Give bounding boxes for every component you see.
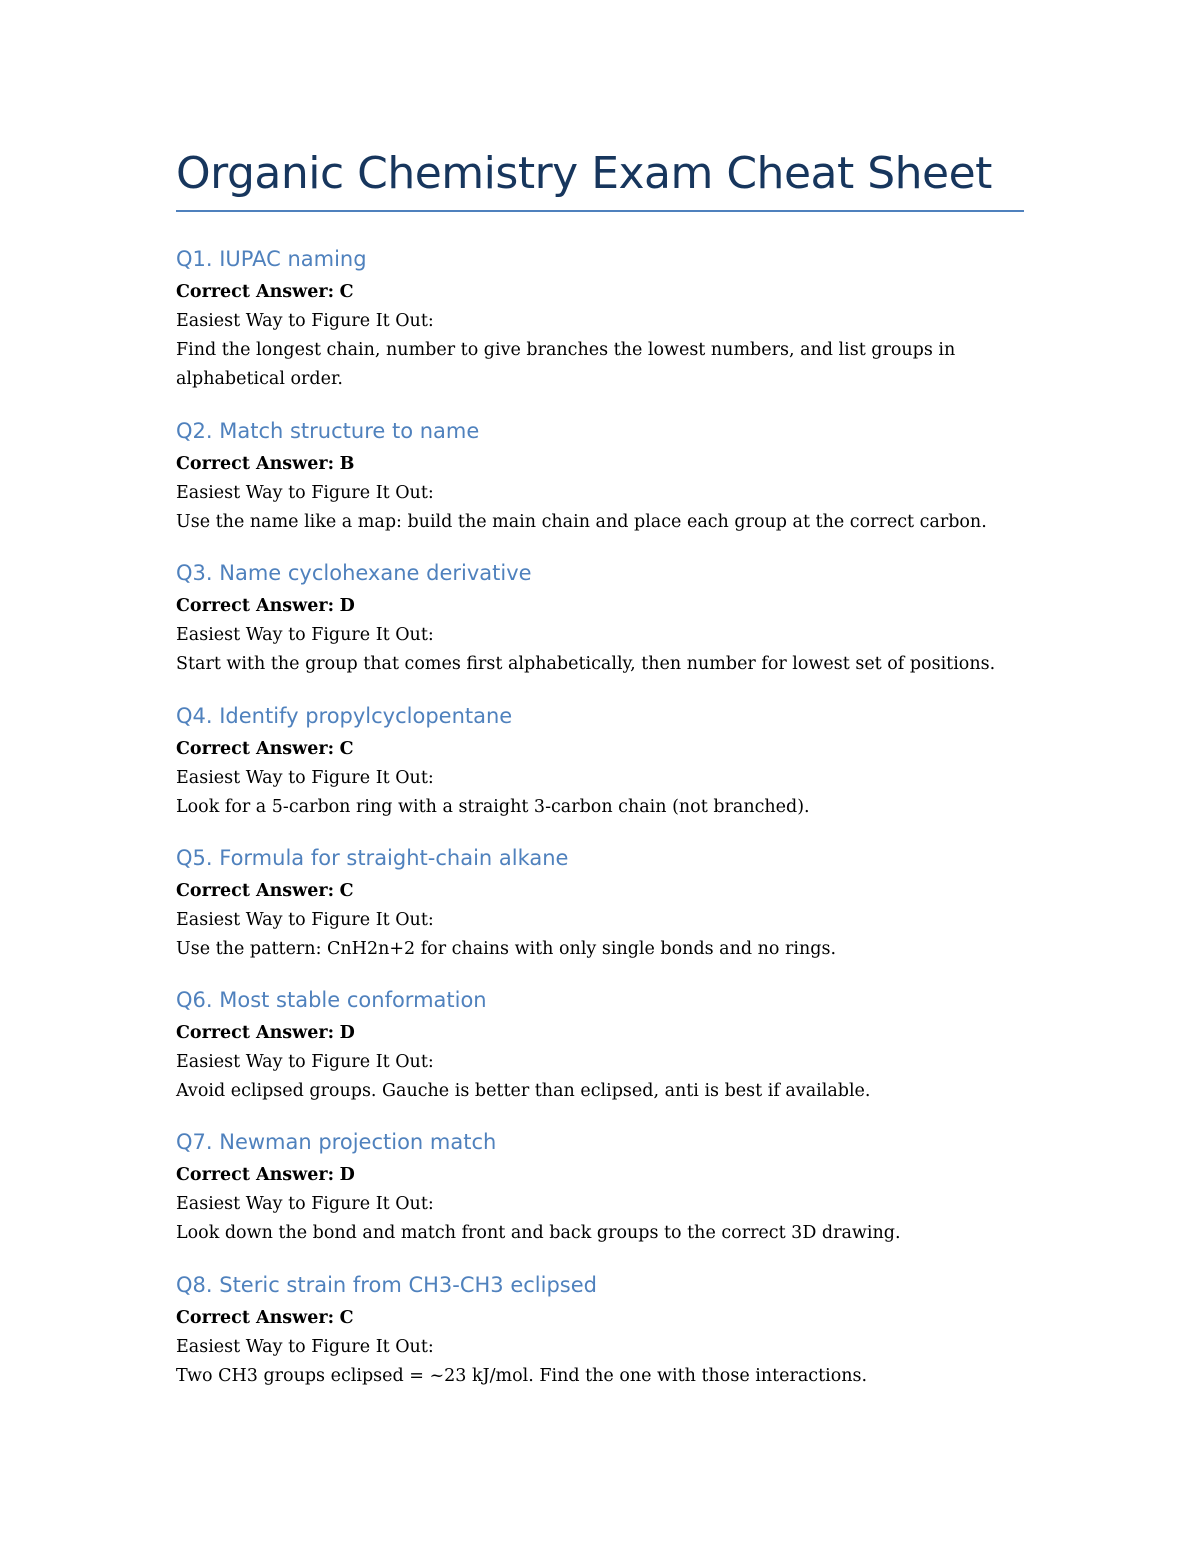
method-label: Easiest Way to Figure It Out: — [176, 483, 434, 503]
question-heading: Q2. Match structure to name — [176, 419, 480, 443]
correct-answer-line — [176, 450, 1036, 479]
method-tip: Use the name like a map: build the main chain and place each group at the correct carbon. — [176, 512, 987, 532]
correct-answer-line — [176, 877, 1036, 906]
correct-answer-value: D — [339, 1165, 355, 1185]
correct-answer-value: D — [339, 1023, 355, 1043]
correct-answer-line — [176, 1304, 1036, 1333]
question-section-4 — [176, 701, 1036, 822]
correct-answer-label: Correct Answer: — [176, 739, 335, 759]
correct-answer-label: Correct Answer: — [176, 596, 335, 616]
correct-answer-value: C — [339, 1308, 354, 1328]
correct-answer-label: Correct Answer: — [176, 1308, 335, 1328]
method-tip: Look down the bond and match front and back groups to the correct 3D drawing. — [176, 1223, 901, 1243]
method-label: Easiest Way to Figure It Out: — [176, 768, 434, 788]
correct-answer-label: Correct Answer: — [176, 282, 335, 302]
question-section-7 — [176, 1127, 1036, 1248]
method-label: Easiest Way to Figure It Out: — [176, 1194, 434, 1214]
method-label: Easiest Way to Figure It Out: — [176, 910, 434, 930]
correct-answer-label: Correct Answer: — [176, 881, 335, 901]
correct-answer-label: Correct Answer: — [176, 1023, 335, 1043]
correct-answer-line — [176, 592, 1036, 621]
correct-answer-value: B — [339, 454, 355, 474]
question-heading: Q1. IUPAC naming — [176, 247, 367, 271]
correct-answer-line — [176, 735, 1036, 764]
document-title: Organic Chemistry Exam Cheat Sheet — [176, 148, 992, 199]
method-label: Easiest Way to Figure It Out: — [176, 311, 434, 331]
question-heading: Q5. Formula for straight-chain alkane — [176, 846, 569, 870]
correct-answer-line — [176, 1019, 1036, 1048]
question-section-3 — [176, 558, 1036, 679]
method-tip: Find the longest chain, number to give branches the lowest numbers, and list groups in alphabetical order. — [176, 340, 956, 389]
question-section-2 — [176, 416, 1036, 537]
method-label: Easiest Way to Figure It Out: — [176, 625, 434, 645]
correct-answer-label: Correct Answer: — [176, 454, 335, 474]
method-tip: Start with the group that comes first alphabetically, then number for lowest set of positions. — [176, 654, 996, 674]
title-underline — [176, 210, 1024, 212]
method-tip: Two CH3 groups eclipsed = ~23 kJ/mol. Find the one with those interactions. — [176, 1366, 868, 1386]
question-heading: Q8. Steric strain from CH3-CH3 eclipsed — [176, 1273, 597, 1297]
method-tip: Look for a 5-carbon ring with a straight 3-carbon chain (not branched). — [176, 797, 810, 817]
method-label: Easiest Way to Figure It Out: — [176, 1337, 434, 1357]
correct-answer-line — [176, 278, 1036, 307]
correct-answer-value: C — [339, 282, 354, 302]
method-tip: Avoid eclipsed groups. Gauche is better than eclipsed, anti is best if available. — [176, 1081, 871, 1101]
correct-answer-line — [176, 1161, 1036, 1190]
question-section-1 — [176, 244, 1036, 394]
question-heading: Q3. Name cyclohexane derivative — [176, 561, 532, 585]
method-label: Easiest Way to Figure It Out: — [176, 1052, 434, 1072]
correct-answer-value: D — [339, 596, 355, 616]
question-heading: Q7. Newman projection match — [176, 1130, 497, 1154]
question-heading: Q4. Identify propylcyclopentane — [176, 704, 513, 728]
question-heading: Q6. Most stable conformation — [176, 988, 487, 1012]
question-section-6 — [176, 985, 1036, 1106]
correct-answer-label: Correct Answer: — [176, 1165, 335, 1185]
correct-answer-value: C — [339, 739, 354, 759]
method-tip: Use the pattern: CnH2n+2 for chains with only single bonds and no rings. — [176, 939, 837, 959]
question-section-8 — [176, 1270, 1036, 1391]
correct-answer-value: C — [339, 881, 354, 901]
question-section-5 — [176, 843, 1036, 964]
